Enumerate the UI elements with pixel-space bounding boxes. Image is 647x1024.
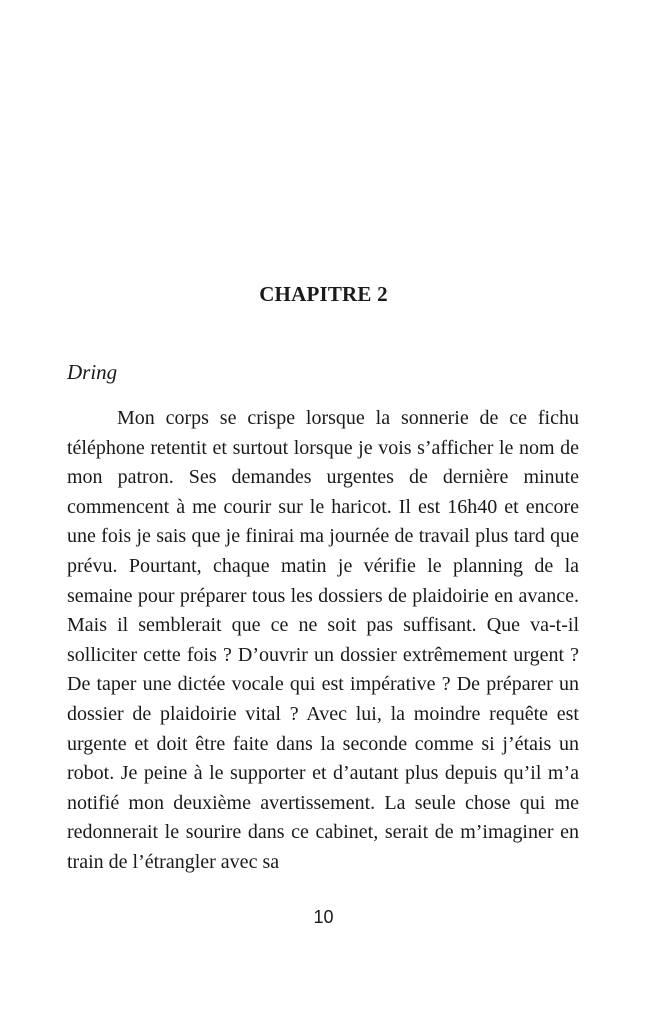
body-paragraph: Mon corps se crispe lorsque la sonnerie de ce fichu téléphone retentit et surtout lorsque je vois s’afficher le nom de mon patron. Ses demandes urgentes de dernière minute commencent à me courir sur le haricot. Il est 16h40 et encore une fois je sais que je finirai ma journée de travail plus tard que prévu. Pourtant, chaque matin je vérifie le planning de la semaine pour préparer tous les dossiers de plaidoirie en avance. Mais il semblerait que ce ne soit pas suffisant. Que va-t-il solliciter cette fois ? D’ouvrir un dossier extrêmement urgent ? De taper une dictée vocale qui est impérative ? De préparer un dossier de plaidoirie vital ? Avec lui, la moindre requête est urgente et doit être faite dans la seconde comme si j’étais un robot. Je peine à le supporter et d’autant plus depuis qu’il m’a notifié mon deuxième avertissement. La seule chose qui me redonnerait le sourire dans ce cabinet, serait de m’imaginer en train de l’étrangler avec sa [67, 407, 579, 873]
chapter-title: CHAPITRE 2 [259, 282, 388, 306]
page-number: 10 [313, 907, 334, 927]
intro-word: Dring [67, 360, 118, 384]
